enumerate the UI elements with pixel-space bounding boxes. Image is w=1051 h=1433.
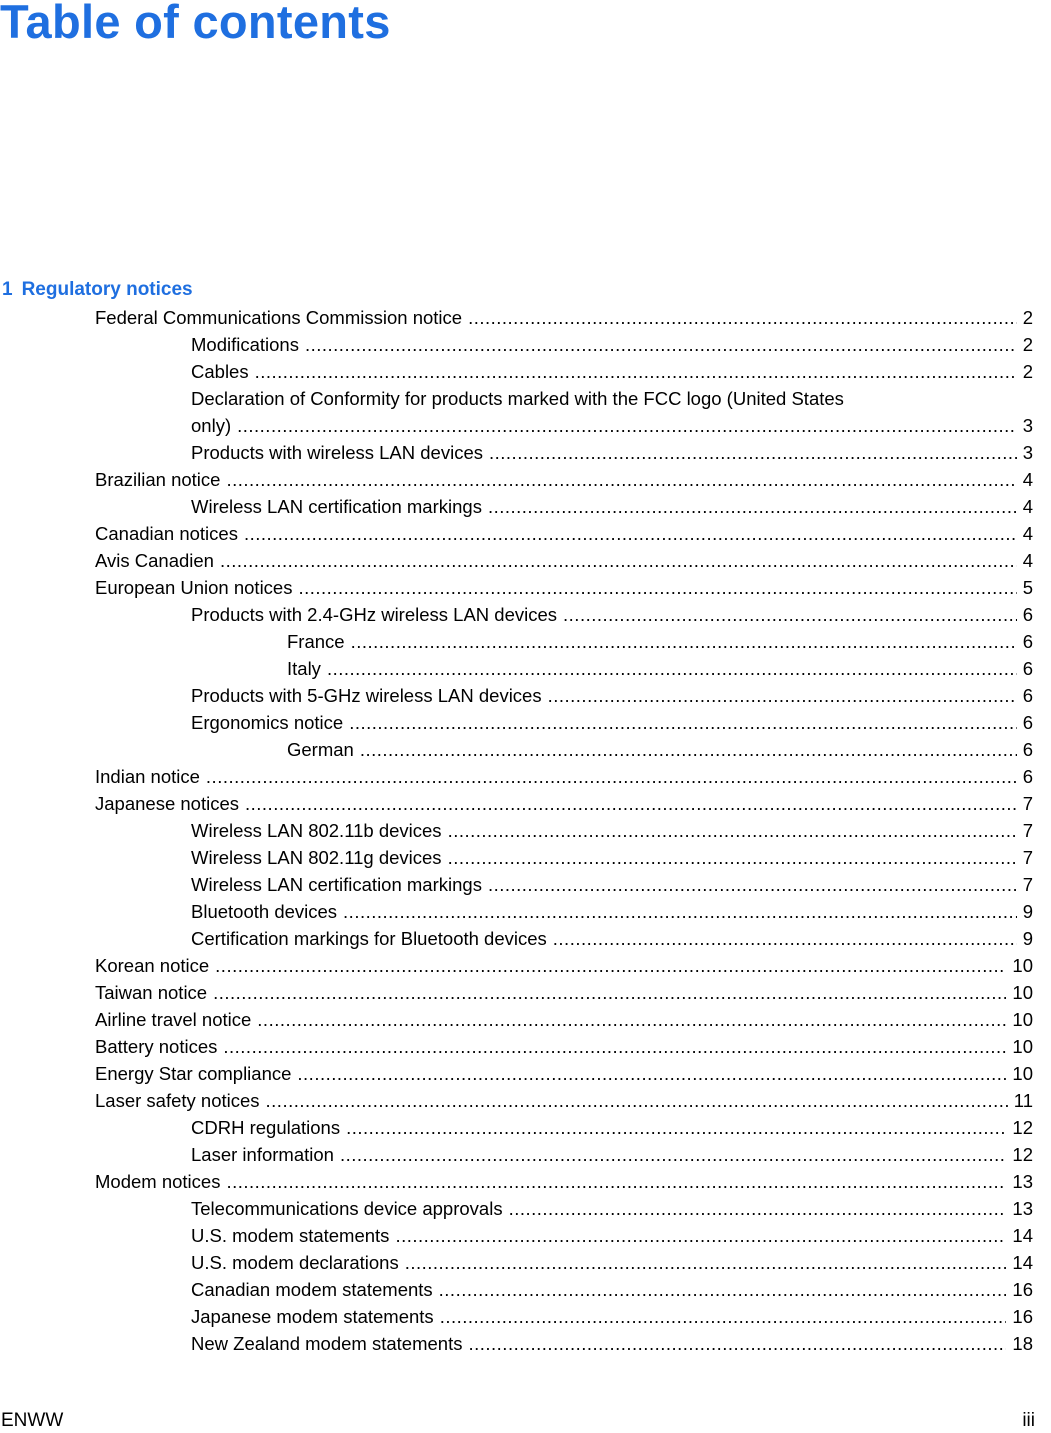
toc-entry-label: Wireless LAN certification markings <box>191 496 482 517</box>
dot-leader <box>244 520 1017 547</box>
toc-entry[interactable] <box>95 763 1033 790</box>
toc-entry[interactable] <box>191 1141 1033 1168</box>
dot-leader <box>488 871 1017 898</box>
toc-entry-label: Wireless LAN 802.11b devices <box>191 820 442 841</box>
toc-entry[interactable] <box>191 493 1033 520</box>
toc-entry-label: CDRH regulations <box>191 1117 341 1138</box>
dot-leader <box>448 844 1017 871</box>
toc-entry-page: 4 <box>1022 523 1033 544</box>
toc-entry-label: Products with wireless LAN devices <box>191 442 483 463</box>
toc-entry-label: France <box>287 631 345 652</box>
toc-entry-page: 9 <box>1022 928 1033 949</box>
dot-leader <box>439 1276 1007 1303</box>
toc-entry-label: Airline travel notice <box>95 1009 252 1030</box>
toc-entry[interactable] <box>191 331 1033 358</box>
dot-leader <box>351 628 1017 655</box>
toc-entry-page: 3 <box>1022 415 1033 436</box>
toc-entry-label: Japanese notices <box>95 793 239 814</box>
toc-entry[interactable] <box>191 439 1033 466</box>
dot-leader <box>257 1006 1006 1033</box>
toc-entry-page: 18 <box>1012 1333 1033 1354</box>
toc-entry[interactable] <box>191 412 1033 439</box>
toc-entry-page: 4 <box>1022 550 1033 571</box>
toc-entry-label: Avis Canadien <box>95 550 214 571</box>
toc-entry[interactable] <box>191 1249 1033 1276</box>
toc-entry-label: Indian notice <box>95 766 200 787</box>
toc-entry-label: Products with 5-GHz wireless LAN devices <box>191 685 542 706</box>
toc-entry-page: 7 <box>1022 820 1033 841</box>
toc-entry[interactable] <box>95 466 1033 493</box>
toc-entry[interactable] <box>191 817 1033 844</box>
toc-entry-page: 3 <box>1022 442 1033 463</box>
dot-leader <box>297 1060 1006 1087</box>
dot-leader <box>448 817 1017 844</box>
chapter-number: 1 <box>2 279 13 300</box>
toc-entry-page: 10 <box>1012 1036 1033 1057</box>
toc-entry[interactable] <box>191 1114 1033 1141</box>
toc-entry[interactable] <box>191 871 1033 898</box>
toc-entry[interactable] <box>287 655 1033 682</box>
toc-entry-page: 6 <box>1022 631 1033 652</box>
footer-page-number: iii <box>1022 1410 1035 1431</box>
toc-entry-label: Bluetooth devices <box>191 901 338 922</box>
toc-entry[interactable] <box>191 1303 1033 1330</box>
toc-entry-label: Japanese modem statements <box>191 1306 434 1327</box>
dot-leader <box>563 601 1017 628</box>
toc-entry-page: 2 <box>1022 307 1033 328</box>
toc-entry-label: Laser safety notices <box>95 1090 260 1111</box>
dot-leader <box>360 736 1017 763</box>
toc-entry[interactable] <box>191 925 1033 952</box>
dot-leader <box>305 331 1017 358</box>
toc-entry[interactable] <box>191 1195 1033 1222</box>
dot-leader <box>468 304 1017 331</box>
toc-entry[interactable] <box>191 682 1033 709</box>
toc-entry-label: Products with 2.4-GHz wireless LAN devices <box>191 604 558 625</box>
toc-entry-label: European Union notices <box>95 577 293 598</box>
toc-entry[interactable] <box>95 520 1033 547</box>
toc-entry-page: 13 <box>1012 1171 1033 1192</box>
toc-entry-label: Brazilian notice <box>95 469 221 490</box>
dot-leader <box>327 655 1017 682</box>
toc-entry-label: Canadian modem statements <box>191 1279 433 1300</box>
toc-entry-page: 12 <box>1012 1144 1033 1165</box>
footer-doc-id: ENWW <box>1 1410 64 1431</box>
toc-entry[interactable] <box>191 1276 1033 1303</box>
toc-entry-label: Cables <box>191 361 249 382</box>
toc-entry[interactable] <box>95 979 1033 1006</box>
toc-entry-page: 2 <box>1022 361 1033 382</box>
dot-leader <box>488 493 1017 520</box>
toc-entry-page: 6 <box>1022 685 1033 706</box>
toc-entry-label: New Zealand modem statements <box>191 1333 463 1354</box>
toc-chapter-heading[interactable] <box>2 279 193 301</box>
toc-entry-page: 7 <box>1022 793 1033 814</box>
dot-leader <box>245 790 1017 817</box>
toc-entry-label: only) <box>191 415 232 436</box>
toc-entry-page: 14 <box>1012 1252 1033 1273</box>
toc-entry-page: 6 <box>1022 766 1033 787</box>
dot-leader <box>346 1114 1006 1141</box>
toc-entry-page: 16 <box>1012 1279 1033 1300</box>
toc-entry[interactable] <box>95 304 1033 331</box>
dot-leader <box>340 1141 1006 1168</box>
toc-entry-label: Canadian notices <box>95 523 238 544</box>
toc-entry-label: Wireless LAN certification markings <box>191 874 482 895</box>
toc-entry-page: 7 <box>1022 847 1033 868</box>
toc-entry-page: 14 <box>1012 1225 1033 1246</box>
dot-leader <box>489 439 1017 466</box>
toc-entry-label: Laser information <box>191 1144 334 1165</box>
dot-leader <box>468 1330 1006 1357</box>
page-title: Table of contents <box>0 0 391 48</box>
toc-entry-label: Certification markings for Bluetooth devices <box>191 928 547 949</box>
dot-leader <box>237 412 1017 439</box>
toc-entry-page: 4 <box>1022 496 1033 517</box>
dot-leader <box>440 1303 1007 1330</box>
toc-entry[interactable] <box>191 898 1033 925</box>
toc-entry-label: Battery notices <box>95 1036 218 1057</box>
toc-entry-label: U.S. modem statements <box>191 1225 390 1246</box>
toc-entry-page: 13 <box>1012 1198 1033 1219</box>
toc-entry[interactable] <box>95 1006 1033 1033</box>
dot-leader <box>405 1249 1007 1276</box>
toc-entry[interactable] <box>191 709 1033 736</box>
toc-entry-page: 16 <box>1012 1306 1033 1327</box>
dot-leader <box>395 1222 1006 1249</box>
toc-entry[interactable] <box>95 574 1033 601</box>
toc-entry-page: 5 <box>1022 577 1033 598</box>
dot-leader <box>220 547 1017 574</box>
toc-entry-page: 12 <box>1012 1117 1033 1138</box>
dot-leader <box>298 574 1016 601</box>
toc-entry-page: 9 <box>1022 901 1033 922</box>
dot-leader <box>223 1033 1006 1060</box>
toc-entry[interactable] <box>95 952 1033 979</box>
toc-entry-label: U.S. modem declarations <box>191 1252 399 1273</box>
toc-entry[interactable] <box>191 358 1033 385</box>
toc-entry-label: Telecommunications device approvals <box>191 1198 503 1219</box>
dot-leader <box>343 898 1017 925</box>
toc-entry-page: 4 <box>1022 469 1033 490</box>
dot-leader <box>509 1195 1007 1222</box>
toc-entry-label: Modifications <box>191 334 299 355</box>
toc-entry-page: 7 <box>1022 874 1033 895</box>
dot-leader <box>215 952 1006 979</box>
toc-entry[interactable] <box>287 628 1033 655</box>
toc-entry-label: Italy <box>287 658 321 679</box>
toc-entry-label: Taiwan notice <box>95 982 208 1003</box>
toc-entry-page: 10 <box>1012 982 1033 1003</box>
dot-leader <box>226 1168 1006 1195</box>
toc-entry-page: 6 <box>1022 604 1033 625</box>
toc-entry-label: Ergonomics notice <box>191 712 344 733</box>
toc-entry[interactable] <box>191 601 1033 628</box>
toc-entry-label: Modem notices <box>95 1171 221 1192</box>
dot-leader <box>255 358 1017 385</box>
toc-entry-label: Energy Star compliance <box>95 1063 292 1084</box>
toc-entry-label: Korean notice <box>95 955 210 976</box>
toc-entry-page: 10 <box>1012 1009 1033 1030</box>
toc-entry-page: 6 <box>1022 739 1033 760</box>
toc-entry-page: 2 <box>1022 334 1033 355</box>
dot-leader <box>206 763 1017 790</box>
toc-entry[interactable] <box>95 790 1033 817</box>
dot-leader <box>266 1087 1008 1114</box>
toc-entry-label: Federal Communications Commission notice <box>95 307 463 328</box>
toc-entry-label: German <box>287 739 354 760</box>
dot-leader <box>349 709 1017 736</box>
toc-entry-page: 6 <box>1022 712 1033 733</box>
chapter-title: Regulatory notices <box>21 279 193 300</box>
toc-entry[interactable] <box>287 736 1033 763</box>
dot-leader <box>213 979 1006 1006</box>
dot-leader <box>548 682 1017 709</box>
toc-entry-page: 6 <box>1022 658 1033 679</box>
toc-entry-page: 10 <box>1012 955 1033 976</box>
toc-entry[interactable] <box>191 1222 1033 1249</box>
toc-entry[interactable] <box>95 1033 1033 1060</box>
dot-leader <box>226 466 1016 493</box>
toc-entry[interactable] <box>95 1060 1033 1087</box>
toc-entry[interactable] <box>95 547 1033 574</box>
toc-entry-label-line: Declaration of Conformity for products marked with the FCC logo (United States <box>191 388 844 409</box>
toc-entry[interactable] <box>191 844 1033 871</box>
dot-leader <box>553 925 1017 952</box>
toc-entry-page: 10 <box>1012 1063 1033 1084</box>
toc-entry[interactable] <box>95 1168 1033 1195</box>
toc-entry[interactable] <box>191 1330 1033 1357</box>
toc-entry-label: Wireless LAN 802.11g devices <box>191 847 442 868</box>
toc-entry[interactable] <box>95 1087 1033 1114</box>
toc-entry-page: 11 <box>1013 1090 1033 1111</box>
